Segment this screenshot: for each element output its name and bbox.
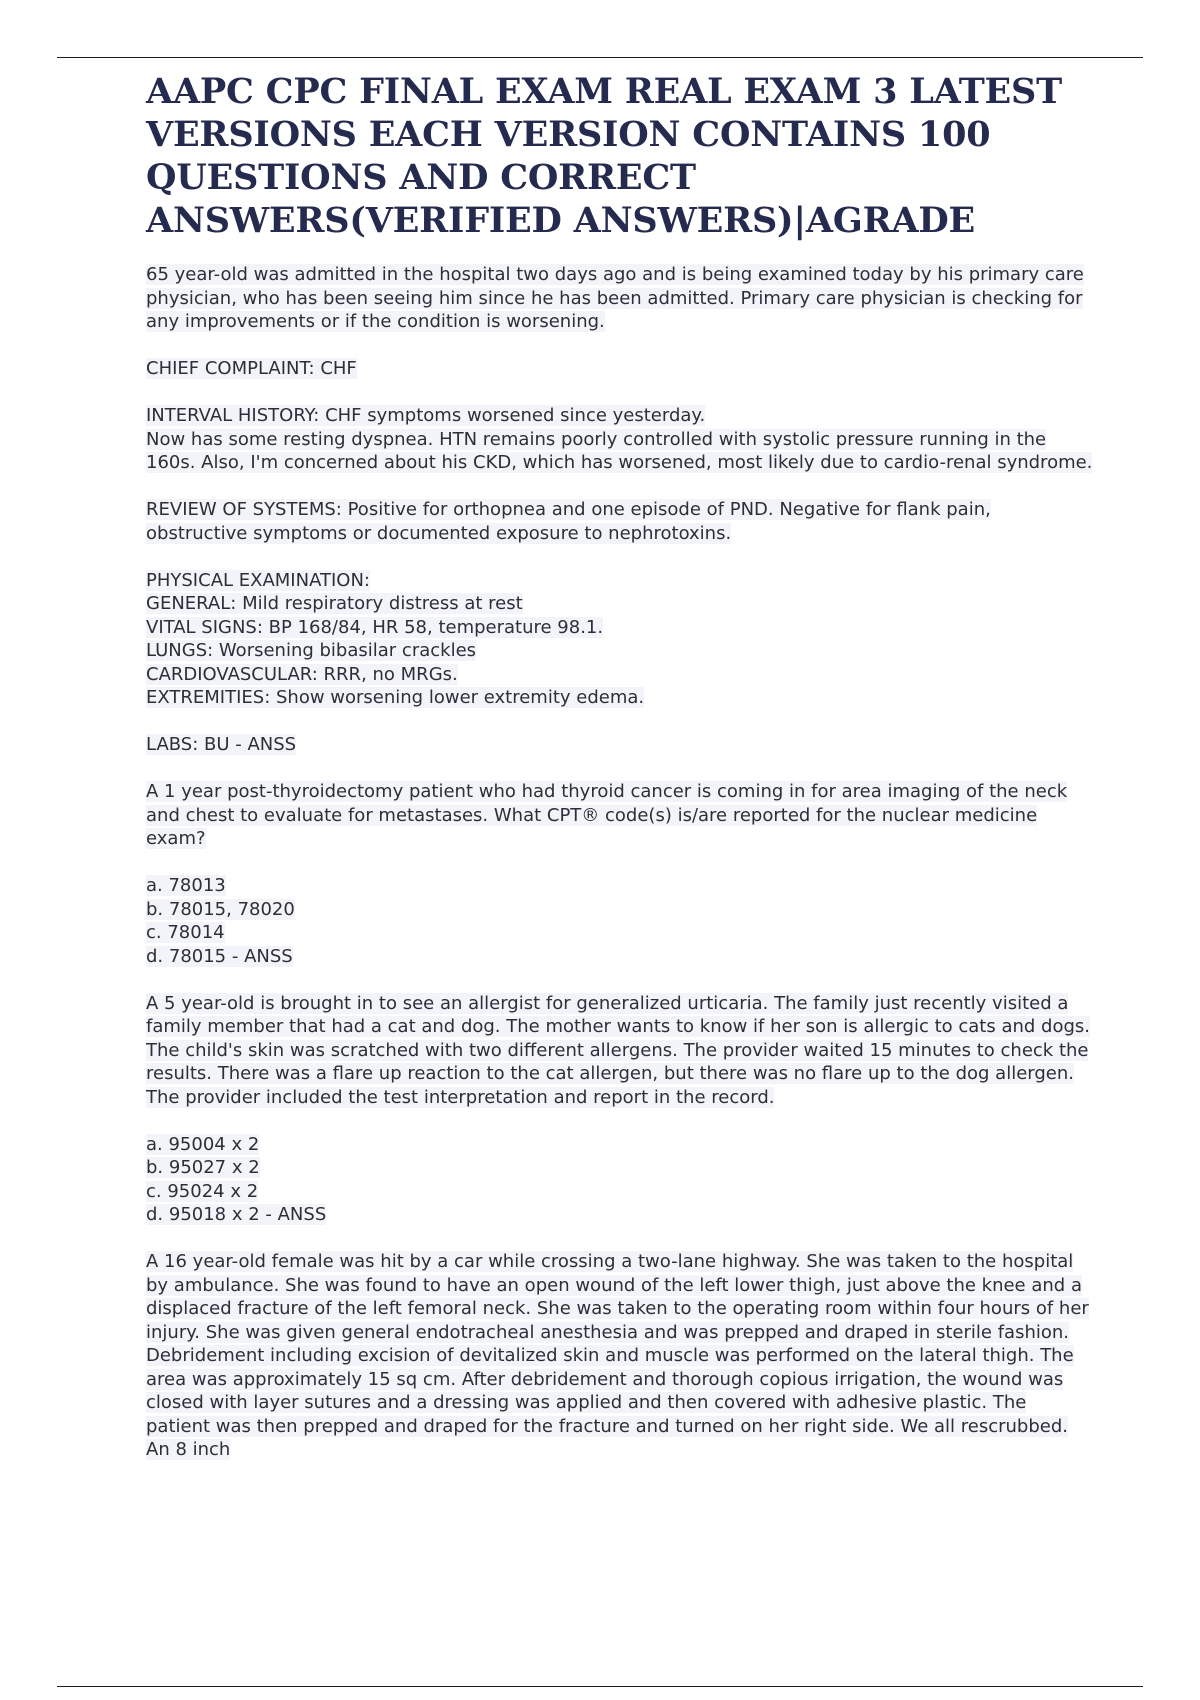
interval-history: INTERVAL HISTORY: CHF symptoms worsened since yesterday. Now has some resting dyspnea. HTN remains poorly controlled with systolic pressure running in the 160s. Also, I'm concerned about his CKD, which has worsened, most likely due to cardio-renal syndrome. [146, 405, 1093, 473]
document-title: AAPC CPC FINAL EXAM REAL EXAM 3 LATEST VERSIONS EACH VERSION CONTAINS 100 QUESTIONS AND CORRECT ANSWERS(VERIFIED ANSWERS)|AGRADE [146, 71, 1062, 241]
chief-complaint: CHIEF COMPLAINT: CHF [146, 358, 357, 379]
review-of-systems: REVIEW OF SYSTEMS: Positive for orthopnea and one episode of PND. Negative for flank pain, obstructive symptoms or documented exposure to nephrotoxins. [146, 499, 991, 544]
document-body [146, 70, 1096, 1485]
labs-answer: LABS: BU - ANSS [146, 734, 297, 755]
answer-options-allergy: a. 95004 x 2 b. 95027 x 2 c. 95024 x 2 d. 95018 x 2 - ANSS [146, 1133, 327, 1225]
bottom-divider [57, 1686, 1143, 1687]
case-intro-paragraph: 65 year-old was admitted in the hospital two days ago and is being examined today by his primary care physician, who has been seeing him since he has been admitted. Primary care physician is checking for any improvements or if the condition is worsening. [146, 264, 1084, 332]
question-thyroidectomy: A 1 year post-thyroidectomy patient who had thyroid cancer is coming in for area imaging of the neck and chest to evaluate for metastases. What CPT® code(s) is/are reported for the nuclear medicine exam? [146, 781, 1068, 849]
question-allergy: A 5 year-old is brought in to see an allergist for generalized urticaria. The family just recently visited a family member that had a cat and dog. The mother wants to know if her son is allergic to cats and dogs. The child's skin was scratched with two different allergens. The provider waited 15 minutes to check the results. There was a flare up reaction to the cat allergen, but there was no flare up to the dog allergen. The provider included the test interpretation and report in the record. [146, 992, 1091, 1108]
top-divider [57, 57, 1143, 58]
answer-options-thyroidectomy: a. 78013 b. 78015, 78020 c. 78014 d. 78015 - ANSS [146, 875, 295, 967]
question-femoral-fracture: A 16 year-old female was hit by a car while crossing a two-lane highway. She was taken to the hospital by ambulance. She was found to have an open wound of the left lower thigh, just above the knee and a displaced fracture of the left femoral neck. She was taken to the operating room within four hours of her injury. She was given general endotracheal anesthesia and was prepped and draped in sterile fashion. Debridement including excision of devitalized skin and muscle was performed on the lateral thigh. The area was approximately 15 sq cm. After debridement and thorough copious irrigation, the wound was closed with layer sutures and a dressing was applied and then covered with adhesive plastic. The patient was then prepped and draped for the fracture and turned on her right side. We all rescrubbed. An 8 inch [146, 1251, 1089, 1460]
physical-examination: PHYSICAL EXAMINATION: GENERAL: Mild respiratory distress at rest VITAL SIGNS: BP 168/84, HR 58, temperature 98.1. LUNGS: Worsening bibasilar crackles CARDIOVASCULAR: RRR, no MRGs. EXTREMITIES: Show worsening lower extremity edema. [146, 569, 645, 708]
